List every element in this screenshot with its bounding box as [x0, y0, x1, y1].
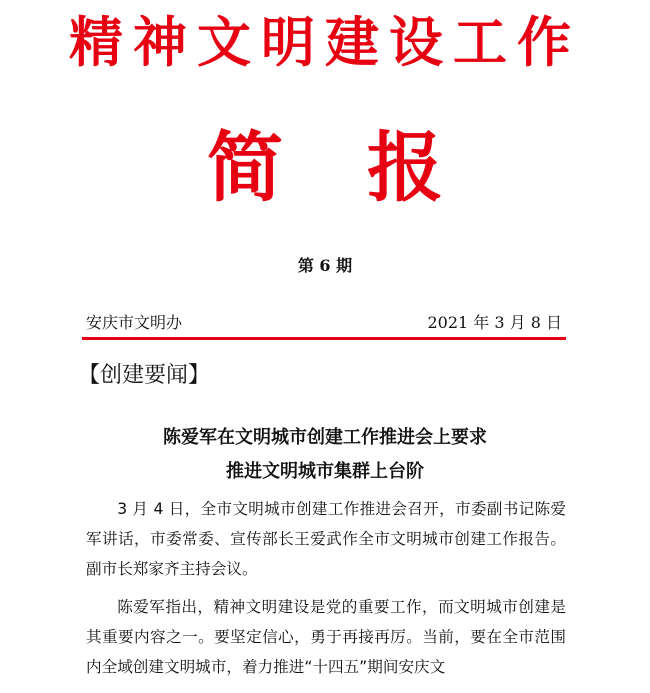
article-headline-line1: 陈爱军在文明城市创建工作推进会上要求: [163, 427, 487, 448]
article-body: [86, 494, 566, 690]
article-paragraph: 陈爱军指出，精神文明建设是党的重要工作，而文明城市创建是其重要内容之一。要坚定信心，勇于再接再厉。当前，要在全市范围内全域创建文明城市，着力推进“十四五”期间安庆文: [86, 598, 566, 676]
red-divider-rule: [82, 337, 566, 340]
section-heading: 【创建要闻】: [78, 363, 211, 388]
issue-number: 第 6 期: [297, 256, 353, 275]
issuer-name: 安庆市文明办: [86, 313, 183, 332]
article-paragraph: 3 月 4 日，全市文明城市创建工作推进会召开，市委副书记陈爱军讲话，市委常委、宣传部长王爱武作全市文明城市创建工作报告。副市长郑家齐主持会议。: [86, 500, 566, 578]
issue-date: 2021 年 3 月 8 日: [427, 313, 562, 332]
briefing-type-title: 简报: [207, 123, 527, 212]
article-headline-line2: 推进文明城市集群上台阶: [226, 461, 424, 482]
masthead-title: 精神文明建设工作: [69, 11, 581, 74]
issuer-date-row: [86, 312, 562, 334]
